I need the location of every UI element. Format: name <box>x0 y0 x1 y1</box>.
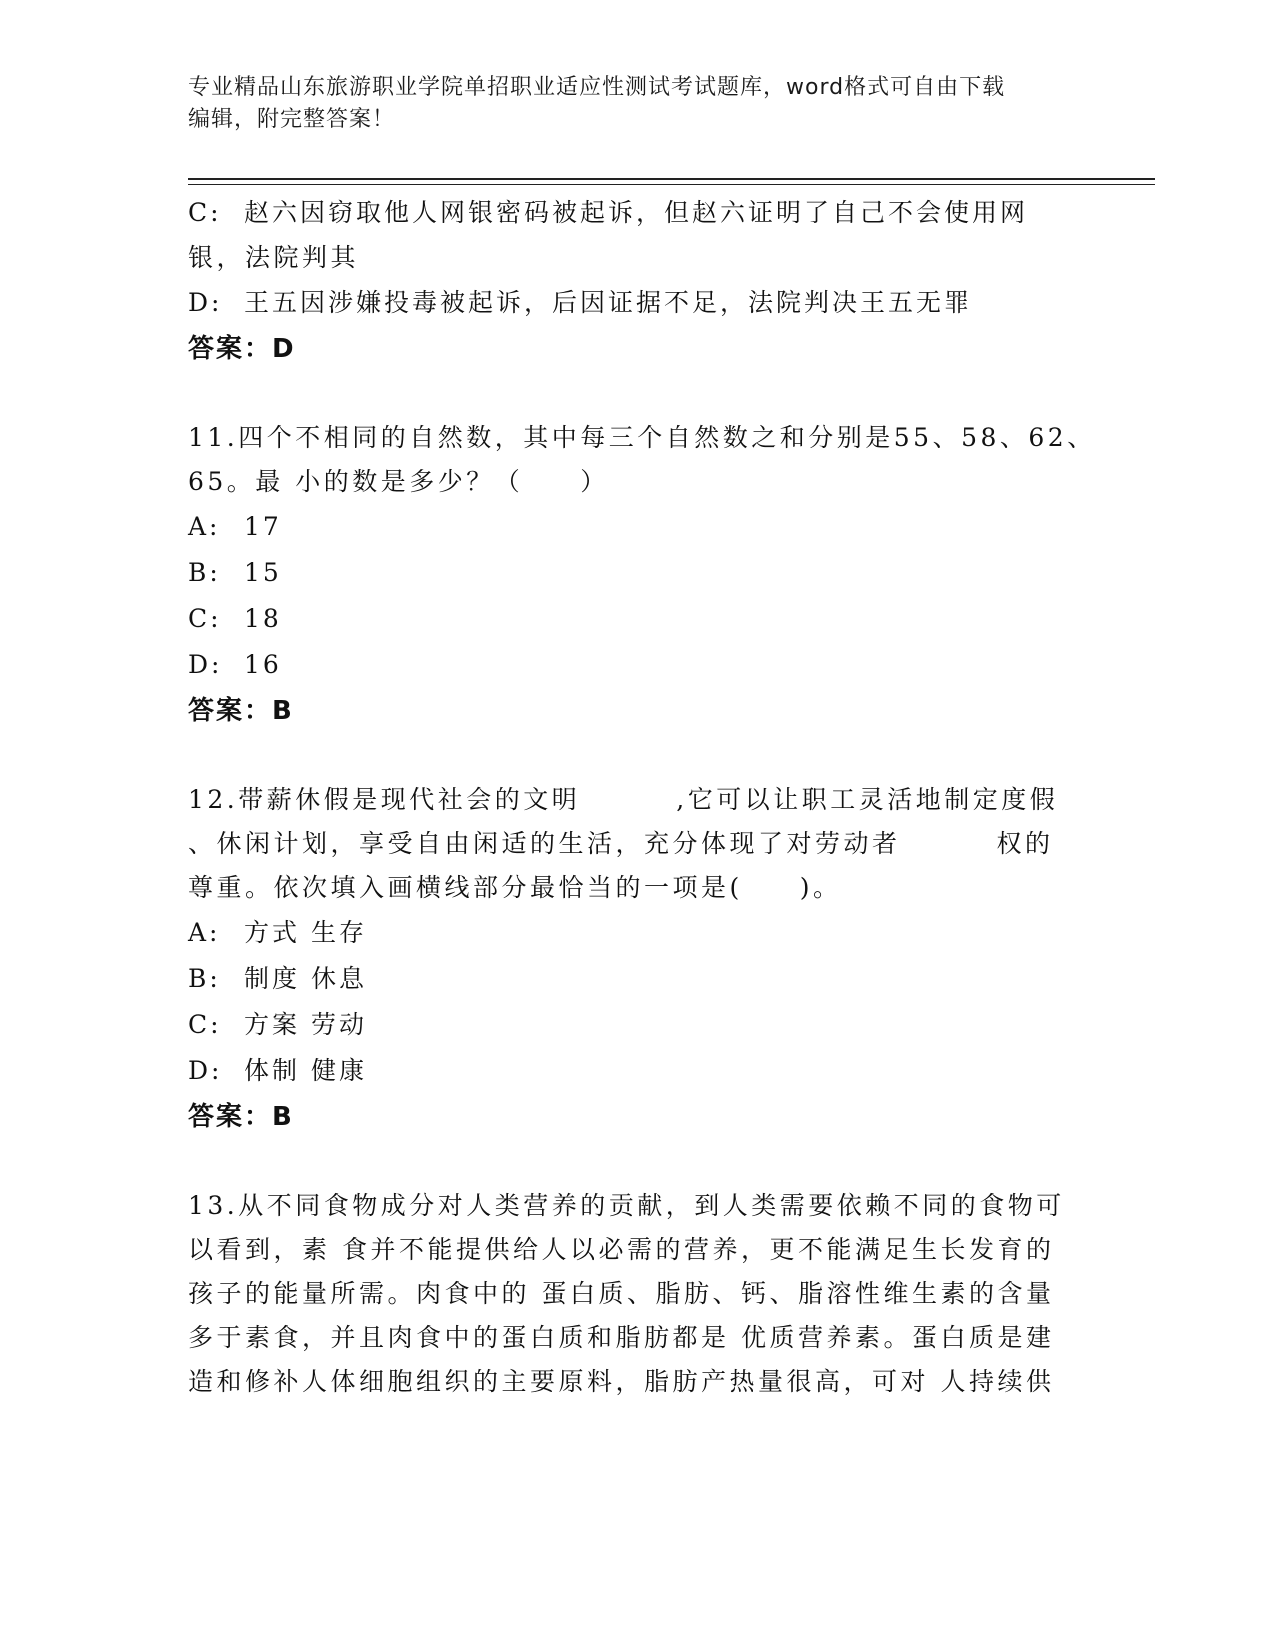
option-letter: B: <box>188 558 221 587</box>
page-content <box>188 190 1096 1404</box>
option-c <box>188 190 1078 236</box>
option-letter: C: <box>188 1010 222 1039</box>
spacer <box>188 734 1078 778</box>
page-header <box>188 72 1068 136</box>
option-a <box>188 910 1078 956</box>
question-text: 11.四个不相同的自然数，其中每三个自然数之和分别是55、58、62、 <box>188 423 1096 452</box>
question-text: 65。最 小的数是多少？（ ） <box>188 467 609 496</box>
option-d <box>188 1048 1078 1094</box>
option-text: 制度 休息 <box>244 964 367 993</box>
header-line-1: 专业精品山东旅游职业学院单招职业适应性测试考试题库，word格式可自由下载 <box>188 75 1006 100</box>
spacer <box>188 372 1078 416</box>
question-text: 以看到，素 食并不能提供给人以必需的营养，更不能满足生长发育的 <box>188 1235 1055 1264</box>
option-letter: C: <box>188 604 222 633</box>
option-letter: A: <box>188 918 221 947</box>
question-text-part: 12.带薪休假是现代社会的文明 <box>188 785 581 814</box>
option-text-continued: 银，法院判其 <box>188 243 360 272</box>
header-rule-thick <box>188 178 1155 180</box>
answer-label: 答案：B <box>188 1102 294 1132</box>
option-d <box>188 280 1078 326</box>
answer-label: 答案：B <box>188 696 294 726</box>
question-text <box>188 778 1078 822</box>
question-11 <box>188 416 1096 734</box>
header-line-2: 编辑，附完整答案！ <box>188 107 396 132</box>
question-text: 尊重。依次填入画横线部分最恰当的一项是( )。 <box>188 873 842 902</box>
option-letter: C: <box>188 198 222 227</box>
option-d <box>188 642 1078 688</box>
question-12 <box>188 778 1078 1140</box>
option-text: 17 <box>244 512 282 541</box>
option-text: 方案 劳动 <box>244 1010 367 1039</box>
option-text: 16 <box>244 650 282 679</box>
header-rule-thin <box>188 184 1155 185</box>
option-letter: D: <box>188 288 223 317</box>
option-c <box>188 596 1078 642</box>
option-b <box>188 956 1078 1002</box>
question-text <box>188 822 1078 866</box>
question-text-part: 、休闲计划，享受自由闲适的生活，充分体现了对劳动者 <box>188 829 901 858</box>
option-letter: D: <box>188 650 223 679</box>
spacer <box>188 1140 1078 1184</box>
option-text: 王五因涉嫌投毒被起诉，后因证据不足，法院判决王五无罪 <box>244 288 973 317</box>
question-text-part: 权的 <box>996 829 1054 858</box>
option-text: 18 <box>244 604 282 633</box>
option-text: 15 <box>244 558 282 587</box>
question-text: 孩子的能量所需。肉食中的 蛋白质、脂肪、钙、脂溶性维生素的含量 <box>188 1279 1055 1308</box>
option-text: 赵六因窃取他人网银密码被起诉，但赵六证明了自己不会使用网 <box>244 198 1029 227</box>
option-a <box>188 504 1078 550</box>
option-b <box>188 550 1078 596</box>
question-text-part: ,它可以让职工灵活地制定度假 <box>676 785 1059 814</box>
option-letter: A: <box>188 512 221 541</box>
question-text: 造和修补人体细胞组织的主要原料，脂肪产热量很高，可对 人持续供 <box>188 1367 1055 1396</box>
option-letter: B: <box>188 964 221 993</box>
question-text: 多于素食，并且肉食中的蛋白质和脂肪都是 优质营养素。蛋白质是建 <box>188 1323 1055 1352</box>
option-text: 体制 健康 <box>244 1056 367 1085</box>
question-text: 13.从不同食物成分对人类营养的贡献，到人类需要依赖不同的食物可 <box>188 1191 1065 1220</box>
question-13 <box>188 1184 1078 1404</box>
option-letter: D: <box>188 1056 223 1085</box>
option-c <box>188 1002 1078 1048</box>
answer-label: 答案：D <box>188 334 296 364</box>
prev-question <box>188 190 1078 372</box>
option-text: 方式 生存 <box>244 918 367 947</box>
